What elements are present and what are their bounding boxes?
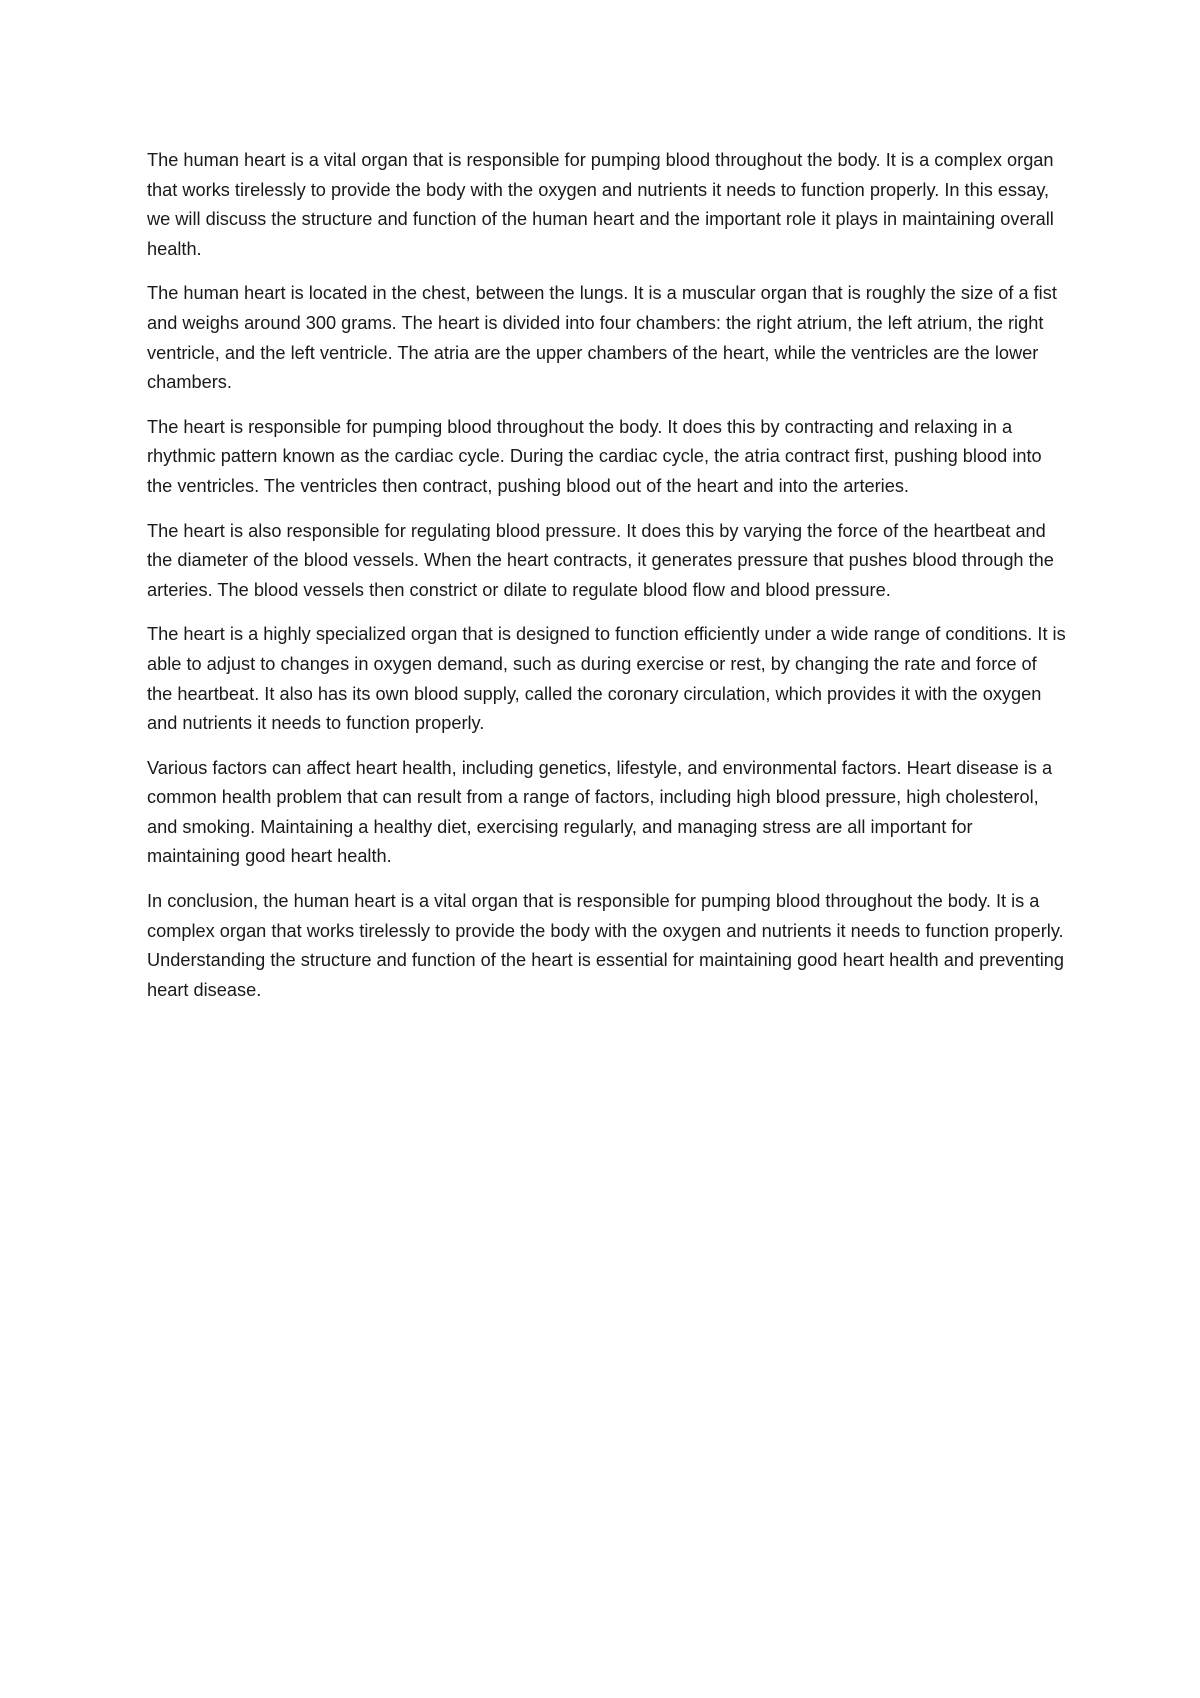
essay-body (147, 146, 1067, 1020)
paragraph-cardiac-cycle: The heart is responsible for pumping blood throughout the body. It does this by contracting and relaxing in a rhythmic pattern known as the cardiac cycle. During the cardiac cycle, the atria contract first, pushing blood into the ventricles. The ventricles then contract, pushing blood out of the heart and into the arteries. (147, 416, 1042, 496)
paragraph-specialization: The heart is a highly specialized organ that is designed to function efficiently under a wide range of conditions. It is able to adjust to changes in oxygen demand, such as during exercise or rest, by changing the rate and force of the heartbeat. It also has its own blood supply, called the coronary circulation, which provides it with the oxygen and nutrients it needs to function properly. (147, 624, 1066, 734)
paragraph-introduction: The human heart is a vital organ that is responsible for pumping blood throughout the body. It is a complex organ that works tirelessly to provide the body with the oxygen and nutrients it needs to function properly. In this essay, we will discuss the structure and function of the human heart and the important role it plays in maintaining overall health. (147, 150, 1054, 259)
paragraph-blood-pressure: The heart is also responsible for regulating blood pressure. It does this by varying the force of the heartbeat and the diameter of the blood vessels. When the heart contracts, it generates pressure that pushes blood through the arteries. The blood vessels then constrict or dilate to regulate blood flow and blood pressure. (147, 520, 1054, 600)
paragraph-heart-health: Various factors can affect heart health, including genetics, lifestyle, and environmental factors. Heart disease is a common health problem that can result from a range of factors, including high blood pressure, high cholesterol, and smoking. Maintaining a healthy diet, exercising regularly, and managing stress are all important for maintaining good heart health. (147, 757, 1053, 867)
paragraph-anatomy: The human heart is located in the chest, between the lungs. It is a muscular organ that is roughly the size of a fist and weighs around 300 grams. The heart is divided into four chambers: the right atrium, the left atrium, the right ventricle, and the left ventricle. The atria are the upper chambers of the heart, while the ventricles are the lower chambers. (147, 283, 1057, 393)
paragraph-conclusion: In conclusion, the human heart is a vital organ that is responsible for pumping blood throughout the body. It is a complex organ that works tirelessly to provide the body with the oxygen and nutrients it needs to function properly. Understanding the structure and function of the heart is essential for maintaining good heart health and preventing heart disease. (147, 891, 1065, 1000)
